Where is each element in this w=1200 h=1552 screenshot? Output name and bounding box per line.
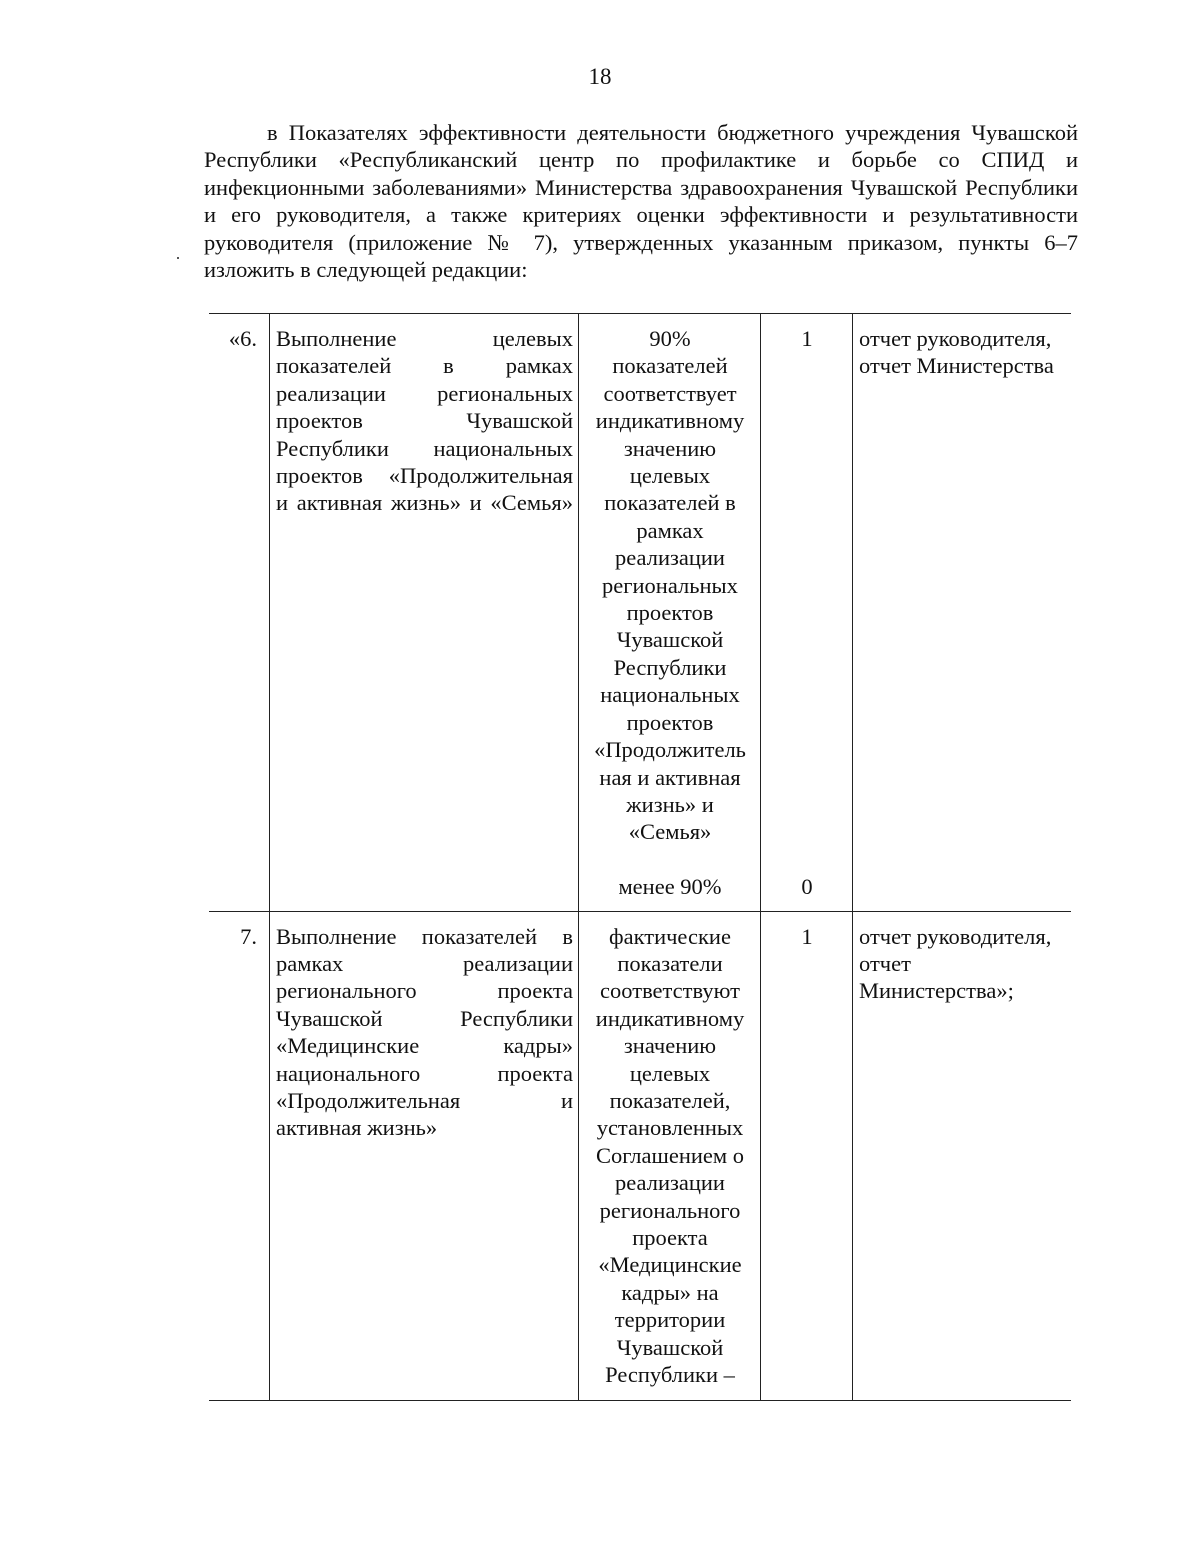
name-line: регионального проекта [276,978,573,1004]
name-line: Выполнение показателей в [276,923,573,949]
name-line: Чувашской Республики [276,1005,573,1031]
name-line: показателей в рамках [276,353,573,379]
criteria-line: Республики – [605,1362,735,1388]
criteria-line: индикативному [595,1005,745,1031]
criteria-line: Соглашением о [595,1142,745,1168]
page-number: 18 [588,64,612,89]
criteria-line: реализации [615,545,725,571]
criteria-cell [579,911,761,1400]
name-line: Выполнение целевых [276,326,573,351]
criteria-line: реализации [615,1170,725,1196]
criteria-line: Чувашской [616,627,724,653]
criteria-line: целевых [629,463,711,489]
table-row [209,314,1071,912]
row-number: «6. [209,314,270,912]
criteria-line: проектов [626,600,714,626]
criteria-gap [585,846,755,873]
criteria-line: показателей [612,353,728,379]
score-value: 0 [801,873,813,899]
criteria-line: показателей, [609,1087,731,1113]
criteria-line: рамках [636,517,704,543]
criteria-line: регионального [599,1197,741,1223]
name-line: «Продолжительная и [276,1087,573,1113]
criteria-line: соответствует [603,380,737,406]
score-cell [761,314,853,912]
source-line: Министерства»; [859,978,1014,1004]
name-line: активная жизнь» [276,1115,438,1141]
name-line: «Медицинские кадры» [276,1033,573,1059]
criteria-line: национальных [600,682,740,708]
name-line: рамках реализации [276,950,573,976]
name-line: национального проекта [276,1060,573,1086]
score-value: 1 [801,326,813,351]
criteria-line: «Продолжитель [594,737,746,763]
table-row [209,911,1071,1400]
indicator-name [270,911,579,1400]
criteria-line: ная и активная [599,764,741,790]
indicators-table [209,313,1071,1401]
criteria-line: показателей в [604,490,736,516]
name-line: реализации региональных [276,380,573,406]
criteria-line: целевых [629,1060,711,1086]
criteria-line: значению [623,1033,717,1059]
score-cell [761,911,853,1400]
criteria-line: фактические [609,923,731,949]
score-spacer [767,352,847,845]
name-line: Республики национальных [276,435,573,461]
criteria-line: проектов [626,709,714,735]
criteria-line: менее 90% [618,874,722,900]
scan-speck [177,257,179,259]
intro-paragraph: в Показателях эффективности деятельности бюджетного учреждения Чувашской Республики «Республиканский центр по профилактике и борьбе со СПИД и инфекционными заболеваниями» Министерства здравоохранения Чувашской Республики и его руководителя, а также критериях оценки эффективности и результативности руководителя (приложение № 7), утвержденных указанным приказом, пункты 6–7 изложить в следующей редакции: [204,120,1078,283]
name-line: проектов «Продолжительная [276,463,573,489]
name-line: и активная жизнь» и «Семья» [276,490,573,516]
row-number: 7. [209,911,270,1400]
source-line: отчет [859,950,911,976]
criteria-line: кадры» на [621,1279,719,1305]
criteria-line: установленных [596,1115,744,1141]
criteria-line: жизнь» и [626,791,714,817]
criteria-line: соответствуют [600,978,740,1004]
criteria-line: показатели [617,950,723,976]
criteria-line: территории [614,1307,726,1333]
score-gap [767,846,847,873]
criteria-line: Республики [613,654,727,680]
source-line: отчет руководителя, [859,326,1052,351]
name-line: проектов Чувашской [276,408,573,434]
criteria-line: «Семья» [628,819,712,845]
source-line: отчет Министерства [859,353,1054,379]
criteria-line: проекта [632,1224,708,1250]
source-cell [853,314,1072,912]
criteria-line: 90% [649,326,691,351]
criteria-line: региональных [602,572,738,598]
criteria-line: значению [623,435,717,461]
indicator-name [270,314,579,912]
criteria-line: Чувашской [616,1334,724,1360]
score-value: 1 [801,923,813,949]
source-cell [853,911,1072,1400]
source-line: отчет руководителя, [859,923,1052,949]
criteria-cell [579,314,761,912]
criteria-line: «Медицинские [598,1252,742,1278]
criteria-line: индикативному [595,408,745,434]
